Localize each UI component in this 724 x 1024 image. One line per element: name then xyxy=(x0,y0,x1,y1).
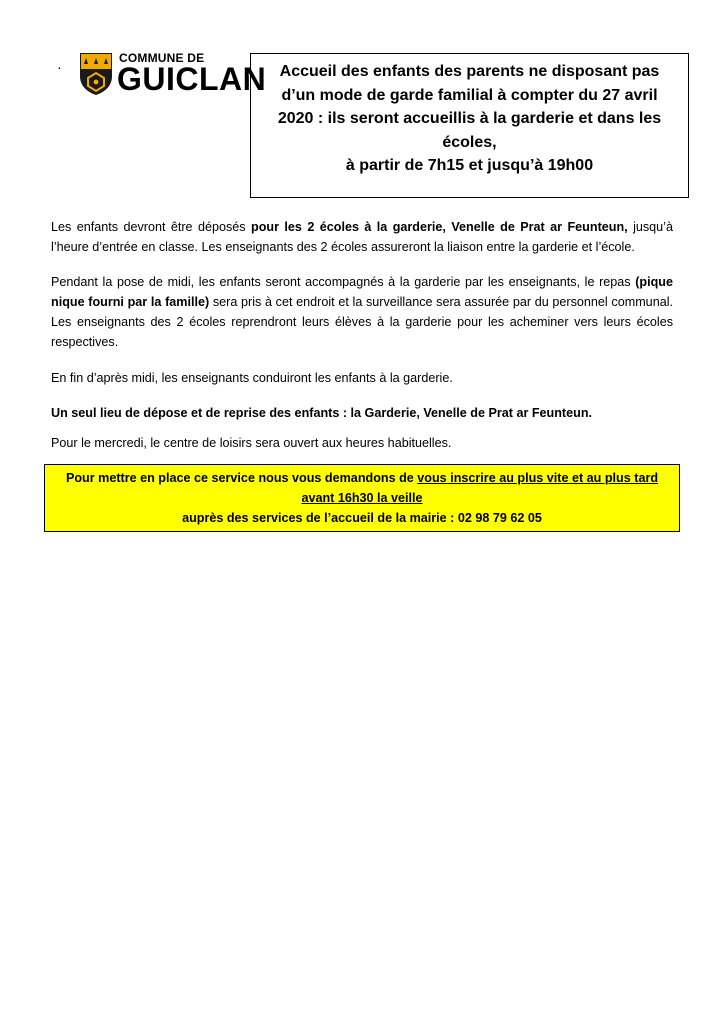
paragraph-lunch-text-a: Pendant la pose de midi, les enfants seront accompagnés à la garderie par les enseignants, le repas xyxy=(51,275,636,289)
paragraph-wednesday: Pour le mercredi, le centre de loisirs sera ouvert aux heures habituelles. xyxy=(51,436,452,450)
commune-logo xyxy=(79,50,267,100)
logo-commune-de-text: COMMUNE DE xyxy=(119,51,205,65)
paragraph-lunch xyxy=(51,272,673,352)
title-line-1: Accueil des enfants des parents ne disposant pas xyxy=(279,63,660,80)
notice-line-1-text: Pour mettre en place ce service nous vous demandons de xyxy=(65,471,418,485)
notice-line-1-underlined: vous inscrire au plus vite et au plus tard xyxy=(417,471,659,485)
registration-notice xyxy=(44,464,680,532)
paragraph-lunch-bold: (pique nique fourni par la famille) xyxy=(51,275,673,309)
paragraph-lunch-text-c: sera pris à cet endroit et la surveillance sera assurée par du personnel communal. Les enseignants des 2 écoles reprendront leurs élèves à la garderie pour les acheminer vers leurs écoles respectives. xyxy=(51,295,673,349)
title-box xyxy=(250,53,689,198)
logo-guiclan-text: GUICLAN xyxy=(117,61,267,97)
paragraph-afternoon: En fin d’après midi, les enseignants conduiront les enfants à la garderie. xyxy=(51,371,453,385)
title-line-4: écoles, xyxy=(442,133,497,151)
notice-line-1 xyxy=(45,468,679,488)
title-line-5: à partir de 7h15 et jusqu’à 19h00 xyxy=(345,157,594,174)
notice-line-3: auprès des services de l’accueil de la mairie : 02 98 79 62 05 xyxy=(182,511,542,525)
paragraph-drop-off-text-c: jusqu’à l’heure d’entrée en classe. Les enseignants des 2 écoles assureront la liaison entre la garderie et l’école. xyxy=(51,220,673,254)
paragraph-drop-off-bold: pour les 2 écoles à la garderie, Venelle de Prat ar Feunteun, xyxy=(251,220,628,234)
paragraph-single-location: Un seul lieu de dépose et de reprise des enfants : la Garderie, Venelle de Prat ar Feunteun. xyxy=(51,406,593,420)
paragraph-drop-off-text-a: Les enfants devront être déposés xyxy=(51,220,252,234)
paragraph-drop-off xyxy=(51,217,673,257)
notice-line-2: avant 16h30 la veille xyxy=(301,491,423,505)
title-line-3: 2020 : ils seront accueillis à la garderie et dans les xyxy=(277,110,662,127)
bullet-dot: · xyxy=(57,59,62,75)
coat-of-arms-icon xyxy=(79,52,113,96)
title-line-2: d’un mode de garde familial à compter du 27 avril xyxy=(281,86,658,104)
